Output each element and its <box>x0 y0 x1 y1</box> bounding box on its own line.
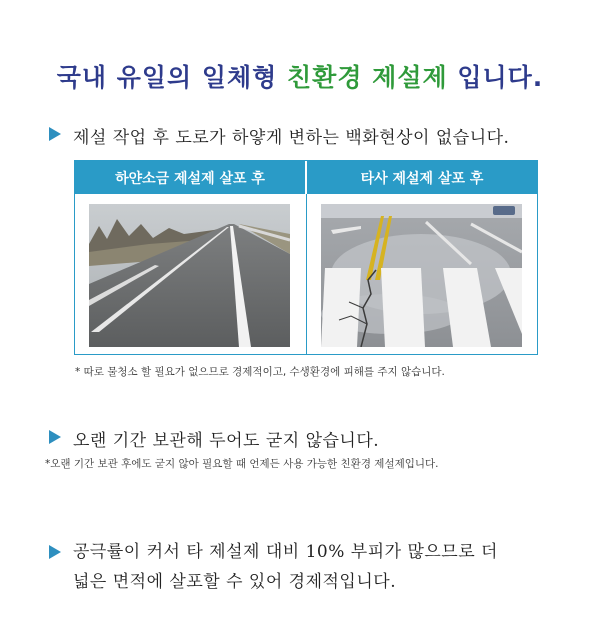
bullet-no-caking <box>49 426 379 451</box>
bullet-no-whitening <box>49 123 509 148</box>
bullet-text: 제설 작업 후 도로가 하얗게 변하는 백화현상이 없습니다. <box>73 128 510 148</box>
bullet-volume <box>49 537 498 597</box>
bullet-text: 오랜 기간 보관해 두어도 굳지 않습니다. <box>73 431 380 451</box>
header-our-product: 하얀소금 제설제 살포 후 <box>75 161 305 194</box>
comparison-photo-row <box>75 194 537 354</box>
clean-road-photo <box>89 204 290 347</box>
header-competitor: 타사 제설제 살포 후 <box>305 161 537 194</box>
bullet-text-line1: 공극률이 커서 타 제설제 대비 10% 부피가 많으므로 더 <box>73 542 498 562</box>
page-title <box>0 58 600 94</box>
bullet-text-block <box>73 537 498 597</box>
title-highlight: 친환경 제설제 <box>287 63 448 92</box>
whitened-road-photo <box>321 204 522 347</box>
title-part2: 입니다. <box>447 63 544 92</box>
cell-our-product <box>75 194 306 354</box>
triangle-bullet-icon <box>49 430 61 444</box>
bullet-text-line2: 넓은 면적에 살포할 수 있어 경제적입니다. <box>73 572 397 592</box>
note-no-cleaning: * 따로 물청소 할 필요가 없으므로 경제적이고, 수생환경에 피해를 주지 않습니다. <box>75 366 445 378</box>
note-storage: *오랜 기간 보관 후에도 굳지 않아 필요할 때 언제든 사용 가능한 친환경 제설제입니다. <box>45 458 439 470</box>
cell-competitor <box>306 194 538 354</box>
triangle-bullet-icon <box>49 127 61 141</box>
comparison-table <box>74 160 538 355</box>
title-part1: 국내 유일의 일체형 <box>56 63 288 92</box>
comparison-header-row <box>75 161 537 194</box>
triangle-bullet-icon <box>49 545 61 559</box>
